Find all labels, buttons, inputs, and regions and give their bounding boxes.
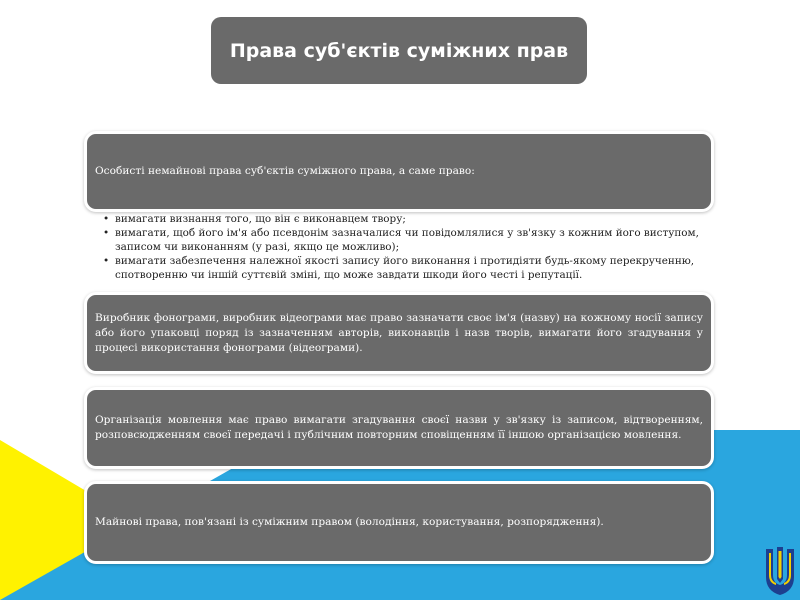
personal-rights-list [100, 212, 710, 282]
phonogram-producer-card [84, 292, 714, 374]
broadcasting-organization-text: Організація мовлення має право вимагати згадування своєї назви у зв'язку із записом, відтворенням, розповсюдженням своєї передачі і публічним повторним сповіщенням її іншою організацією мовлення. [95, 414, 703, 441]
page-title-text: Права суб'єктів суміжних прав [229, 39, 569, 62]
broadcasting-organization-card [84, 387, 714, 469]
phonogram-producer-text: Виробник фонограми, виробник відеограми має право зазначати своє ім'я (назву) на кожному носії запису або його упаковці поряд із зазначенням авторів, виконавців і назв творів, вимагати його згадування у процесі використання фонограми (відеограми). [95, 311, 703, 354]
personal-rights-card [84, 131, 714, 212]
page-title [211, 17, 587, 84]
property-rights-card [84, 481, 714, 564]
list-item: • вимагати забезпечення належної якості запису його виконання і протидіяти будь-якому перекрученню, спотворенню чи іншій суттєвій зміні, що може завдати шкоди його честі і репутації. [100, 254, 710, 282]
list-item: • вимагати визнання того, що він є виконавцем твору; [100, 212, 710, 226]
personal-rights-text: Особисті немайнові права суб'єктів суміжного права, а саме право: [95, 165, 475, 177]
trident-emblem-icon [763, 545, 797, 597]
list-item: • вимагати, щоб його ім'я або псевдонім зазначалися чи повідомлялися у зв'язку з кожним його виступом, записом чи виконанням (у разі, якщо це можливо); [100, 226, 710, 254]
property-rights-text: Майнові права, пов'язані із суміжним правом (володіння, користування, розпорядження). [95, 516, 604, 528]
